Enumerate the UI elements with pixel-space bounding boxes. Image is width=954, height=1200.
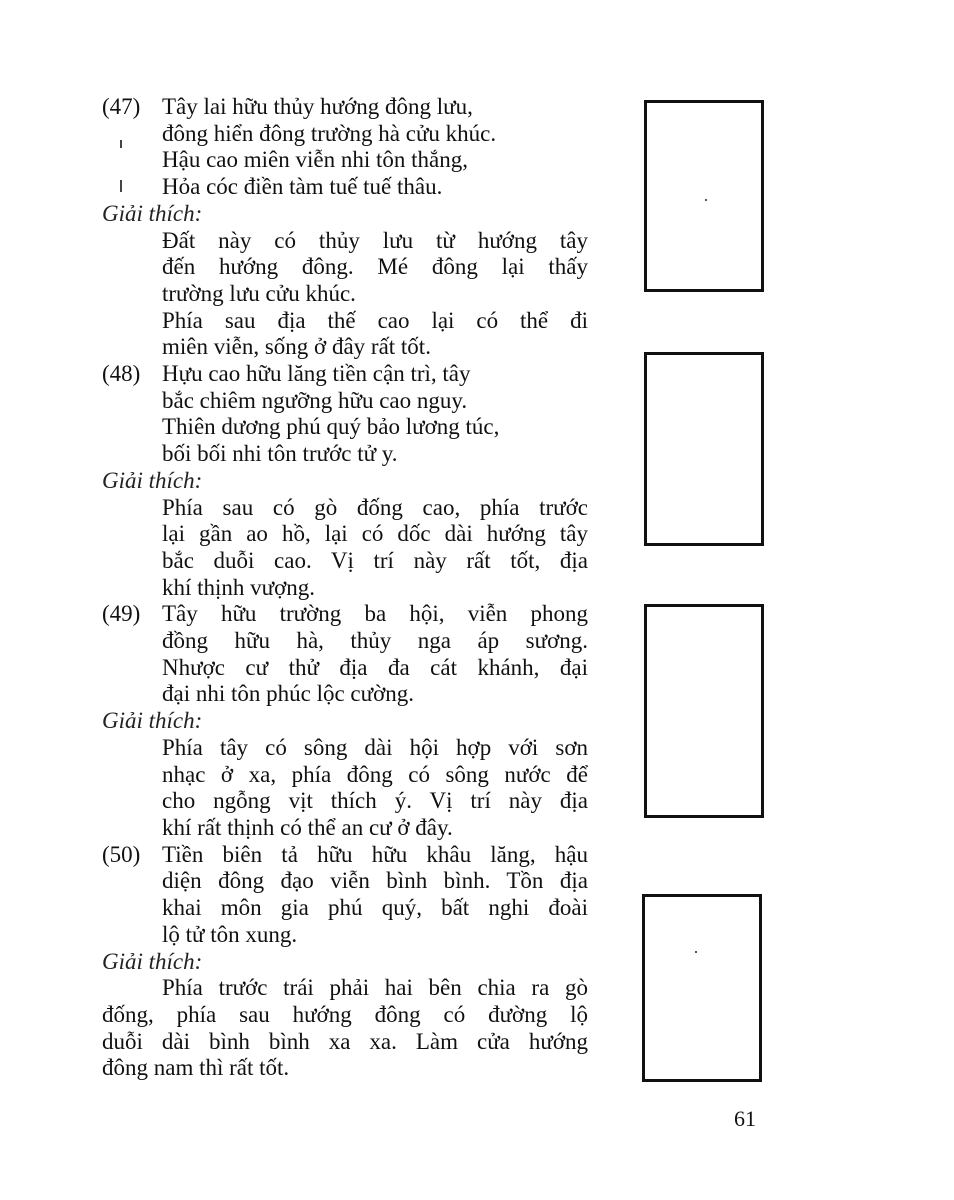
entry-number: (47) [102, 94, 141, 119]
verse-line: bắc chiêm ngưỡng hữu cao nguy. [162, 387, 468, 413]
explanation-line: bắc duỗi cao. Vị trí này rất tốt, địa [162, 547, 588, 573]
entry-number: (49) [102, 601, 141, 627]
verse-line: Hậu cao miên viễn nhi tôn thắng, [162, 147, 468, 173]
explanation-label: Giải thích: [102, 948, 203, 974]
explanation [102, 495, 588, 602]
explanation-line: đến hướng đông. Mé đông lại thấy [162, 254, 588, 280]
explanation-label: Giải thích: [102, 200, 203, 226]
explanation-line: nhạc ở xa, phía đông có sông nước để [162, 761, 588, 787]
page-number: 61 [734, 1106, 756, 1131]
verse-line: Hựu cao hữu lăng tiền cận trì, tây [162, 361, 471, 387]
verse-line: khai môn gia phú quý, bất nghi đoài [162, 895, 588, 921]
verse-line: diện đông đạo viễn bình bình. Tồn địa [162, 868, 588, 894]
entry-number: (50) [102, 841, 141, 867]
explanation-line: Phía trước trái phải hai bên chia ra gò [162, 975, 588, 1001]
entry-47 [102, 94, 588, 201]
diagram-frame [644, 352, 764, 546]
verse-line: đại nhi tôn phúc lộc cường. [162, 681, 415, 707]
explanation-line: khí rất thịnh có thể an cư ở đây. [162, 814, 453, 840]
explanation [102, 735, 588, 842]
explanation-line: đông nam thì rất tốt. [102, 1055, 290, 1081]
verse-line: lộ tử tôn xung. [162, 921, 298, 947]
verse-line: bối bối nhi tôn trước tử y. [162, 441, 398, 467]
frame-dot [695, 951, 697, 953]
explanation-line: miên viễn, sống ở đây rất tốt. [162, 334, 431, 360]
verse-line: Tây lai hữu thủy hướng đông lưu, [162, 94, 473, 119]
text-column [102, 94, 588, 1082]
verse-line: Tiền biên tả hữu hữu khâu lăng, hậu [162, 841, 588, 867]
verse-line: đồng hữu hà, thủy nga áp sương. [162, 628, 588, 654]
explanation-line: Phía tây có sông dài hội hợp với sơn [162, 734, 588, 760]
entry-50 [102, 842, 588, 949]
diagram-frame [644, 100, 764, 292]
verse-line: đông hiển đông trường hà cửu khúc. [162, 120, 497, 146]
verse [162, 94, 588, 201]
verse-line: Thiên dương phú quý bảo lương túc, [162, 414, 500, 440]
entry-number: (48) [102, 361, 141, 387]
verse [162, 361, 588, 468]
entry-49 [102, 601, 588, 708]
entry-48 [102, 361, 588, 468]
verse-line: Nhược cư thử địa đa cát khánh, đại [162, 654, 588, 680]
explanation-line: duỗi dài bình bình xa xa. Làm cửa hướng [102, 1028, 588, 1054]
explanation-line: lại gần ao hồ, lại có dốc dài hướng tây [162, 521, 588, 547]
verse [162, 842, 588, 949]
diagram-frame [642, 894, 762, 1082]
diagram-frame [644, 604, 764, 818]
explanation [102, 228, 588, 362]
frame-dot [705, 199, 707, 201]
explanation-line: đống, phía sau hướng đông có đường lộ [102, 1001, 588, 1027]
explanation-line: trường lưu cửu khúc. [162, 280, 356, 306]
explanation-line: Đất này có thủy lưu từ hướng tây [162, 227, 588, 253]
explanation-line: Phía sau có gò đống cao, phía trước [162, 494, 588, 520]
verse-line: Tây hữu trường ba hội, viễn phong [162, 601, 588, 627]
explanation-line: cho ngỗng vịt thích ý. Vị trí này địa [162, 788, 588, 814]
explanation-label: Giải thích: [102, 467, 203, 493]
explanation-label: Giải thích: [102, 708, 203, 734]
explanation-line: Phía sau địa thế cao lại có thể đi [162, 307, 588, 333]
explanation [102, 975, 588, 1082]
explanation-line: khí thịnh vượng. [162, 574, 316, 600]
verse-line: Hỏa cóc điền tàm tuế tuế thâu. [162, 174, 443, 200]
verse [162, 601, 588, 708]
